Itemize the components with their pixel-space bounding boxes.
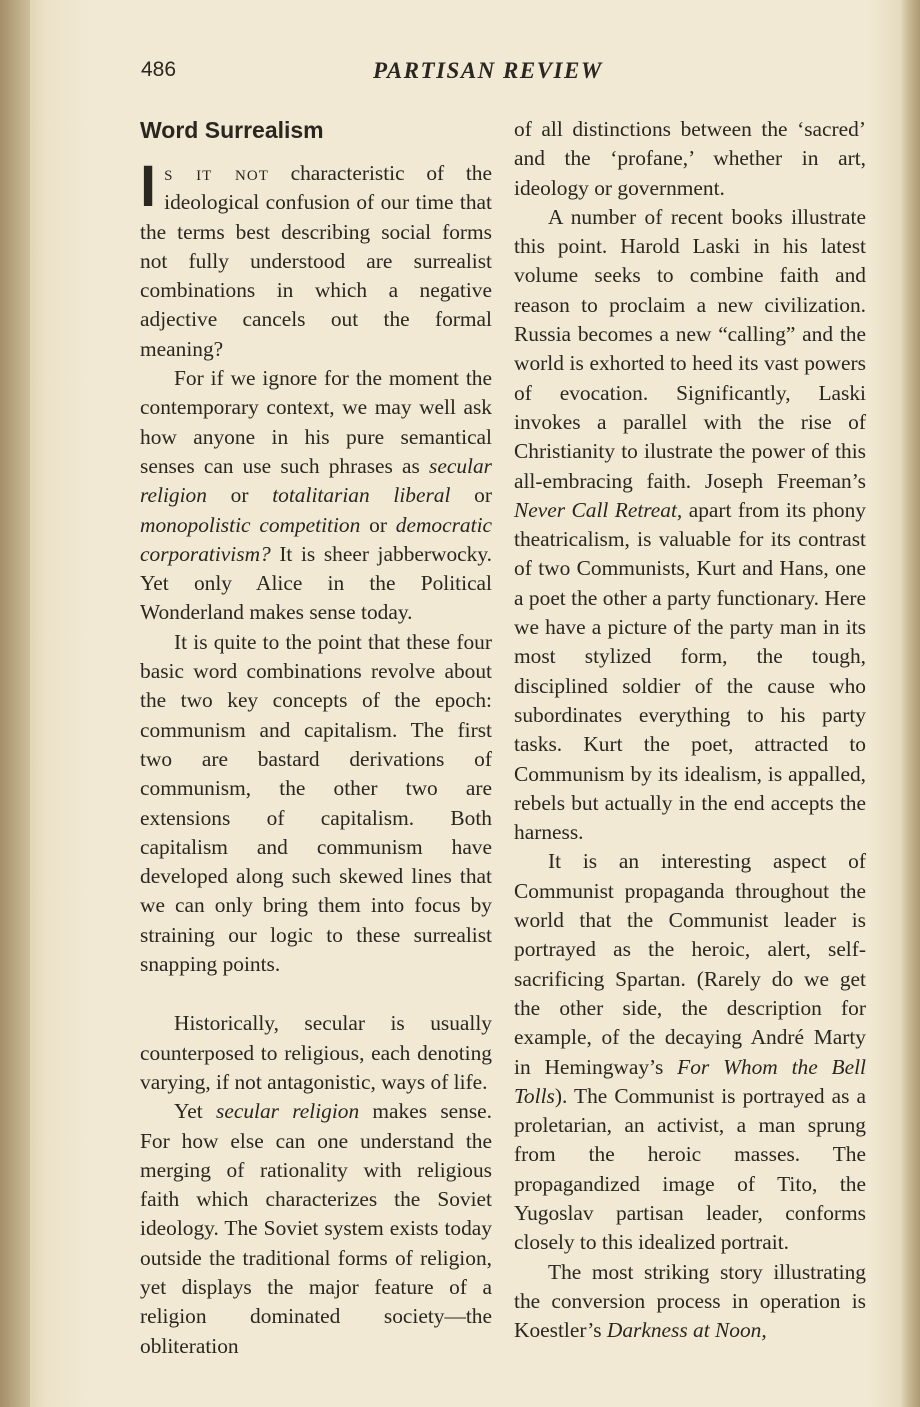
right-column <box>514 115 866 1345</box>
page-edge-shadow <box>900 0 920 1407</box>
p2-text-b: or <box>206 483 273 508</box>
paragraph-3: It is quite to the point that these four basic word combinations revolve about the two key concepts of the epoch: communism and capitalism. The first two are bastard derivations of communism, the other two are extensions of capitalism. Both capitalism and communism have developed along such skewed lines that we can only bring them into focus by straining our logic to these surrealist snapping points. <box>140 629 492 977</box>
page-number: 486 <box>141 58 177 81</box>
rp3-text-a: It is an interesting aspect of Communist propaganda throughout the world that the Communist leader is portrayed as the heroic, alert, self-sacrificing Spartan. (Rarely do we get the other side, the description for example, of the decaying André Marty in Hemingway’s <box>514 849 866 1079</box>
paragraph-5 <box>140 1097 492 1361</box>
page-header <box>141 58 871 92</box>
p2-italic-2: totalitarian liberal <box>272 483 451 508</box>
paragraph-1-text: characteristic of the ideological confusion of our time that the terms best describing social forms not fully understood are surrealist combinations in which a negative adjective cancels out the formal meaning? <box>140 161 492 361</box>
book-spine-shadow <box>0 0 30 1407</box>
paragraph-4: Historically, secular is usually counterposed to religious, each denoting varying, if not antagonistic, ways of life. <box>140 1011 492 1094</box>
running-head: PARTISAN REVIEW <box>373 58 603 83</box>
p2-text-d: or <box>360 512 396 537</box>
rp2-text-b: apart from its phony theatricalism, is valuable for its contrast of two Communists, Kurt and Hans, one a poet the other a party functionary. Here we have a picture of the party man in its most stylized form, the tough, disciplined soldier of the cause who subordinates everything to his party tasks. Kurt the poet, attracted to Communism by its idealism, is appalled, rebels but actually in the end accepts the harness. <box>514 497 866 845</box>
section-break <box>140 979 492 1009</box>
right-paragraph-3 <box>514 847 866 1257</box>
paragraph-1 <box>140 154 492 364</box>
p2-italic-3: monopolistic competition <box>140 512 361 537</box>
rp4-italic: Darkness at Noon, <box>606 1318 767 1343</box>
rp2-italic: Never Call Retreat, <box>514 497 683 522</box>
right-paragraph-2 <box>514 203 866 848</box>
p5-text-a: Yet <box>174 1099 216 1124</box>
rp2-text-a: A number of recent books illustrate this point. Harold Laski in his latest volume seeks to combine faith and reason to proclaim a new civilization. Russia becomes a new “calling” and the world is exhorted to heed its vast powers of evocation. Significantly, Laski invokes a parallel with the rise of Christianity to ilustrate the power of this all-embracing faith. Joseph Freeman’s <box>514 204 866 493</box>
p2-text-e: It is sheer jabberwocky. Yet only Alice in the Political Wonderland makes sense today. <box>140 541 492 625</box>
right-paragraph-1: of all distinctions between the ‘sacred’ and the ‘profane,’ whether in art, ideology or government. <box>514 117 866 200</box>
rp3-italic: For Whom the Bell Tolls <box>514 1054 866 1108</box>
p2-text-c: or <box>450 483 492 508</box>
paragraph-2 <box>140 364 492 628</box>
p5-italic: secular religion <box>216 1099 360 1124</box>
right-paragraph-4 <box>514 1258 866 1346</box>
p2-italic-4: democratic corporativism? <box>140 512 493 566</box>
p5-text-b: makes sense. For how else can one understand the merging of rationality with religious faith which characterizes the Soviet ideology. The Soviet system exists today outside the traditional forms of religion, yet displays the major feature of a religion dominated society—the obliteration <box>140 1099 492 1358</box>
opening-small-caps: s it not <box>164 161 269 185</box>
rp3-text-b: ). The Communist is portrayed as a proletarian, an activist, a man sprung from the heroic masses. The propagandized image of Tito, the Yugoslav partisan leader, conforms closely to this idealized portrait. <box>514 1083 866 1255</box>
p2-italic-1: secular religion <box>140 453 492 508</box>
p2-text-a: For if we ignore for the moment the contemporary context, we may well ask how anyone in his pure semantical senses can use such phrases as <box>140 366 492 478</box>
left-column <box>140 115 492 1361</box>
drop-cap: I <box>140 154 157 219</box>
rp4-text-a: The most striking story illustrating the conversion process in operation is Koestler’s <box>514 1259 866 1343</box>
section-title: Word Surrealism <box>140 117 324 143</box>
